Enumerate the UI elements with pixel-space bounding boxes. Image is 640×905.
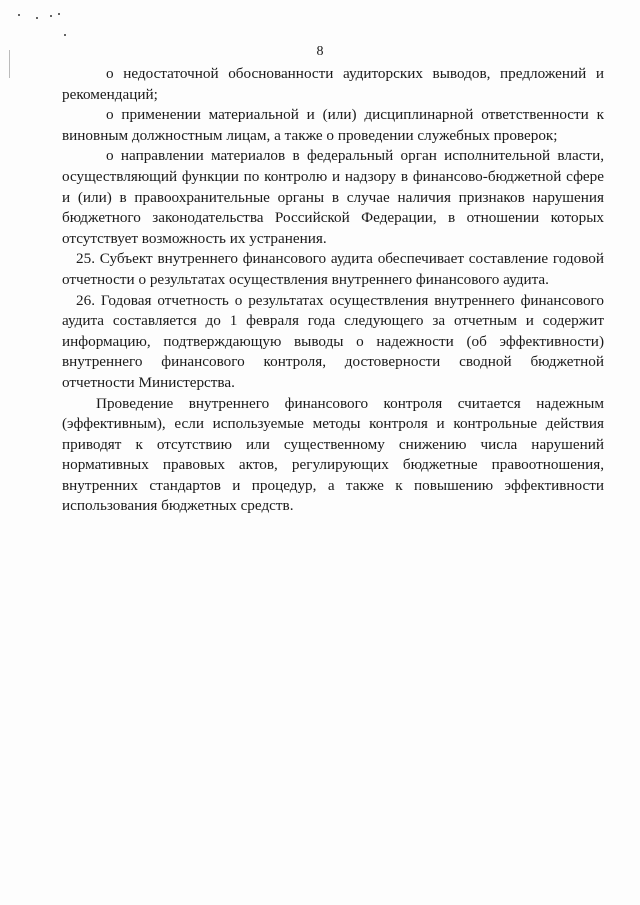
page-number: 8 xyxy=(316,44,324,59)
body-paragraph: Проведение внутреннего финансового контроля считается надежным (эффективным), если используемые методы контроля и контрольные действия приводят к отсутствию или существенному снижению числа нарушений нормативных правовых актов, регулирующих бюджетные правоотношения, внутренних стандартов и процедур, а также к повышению эффективности использования бюджетных средств. xyxy=(62,394,604,515)
list-item-paragraph: о недостаточной обоснованности аудиторских выводов, предложений и рекомендаций; xyxy=(62,65,604,103)
numbered-clause-25: 25. Субъект внутреннего финансового аудита обеспечивает составление годовой отчетности о результатах осуществления внутреннего финансового аудита. xyxy=(62,250,604,288)
scan-artifact-marks xyxy=(14,8,74,48)
list-item-paragraph: о направлении материалов в федеральный орган исполнительной власти, осуществляющий функции по контролю и надзору в финансово-бюджетной сфере и (или) в правоохранительные органы в случае наличия признаков нарушения бюджетного законодательства Российской Федерации, в отношении которых отсутствует возможность их устранения. xyxy=(62,147,604,247)
list-item-paragraph: о применении материальной и (или) дисциплинарной ответственности к виновным должностным лицам, а также о проведении служебных проверок; xyxy=(62,106,604,144)
document-body xyxy=(62,64,604,517)
numbered-clause-26: 26. Годовая отчетность о результатах осуществления внутреннего финансового аудита составляется до 1 февраля года следующего за отчетным и содержит информацию, подтверждающую выводы о надежности (об эффективности) внутреннего финансового контроля, достоверности сводной бюджетной отчетности Министерства. xyxy=(62,291,604,391)
